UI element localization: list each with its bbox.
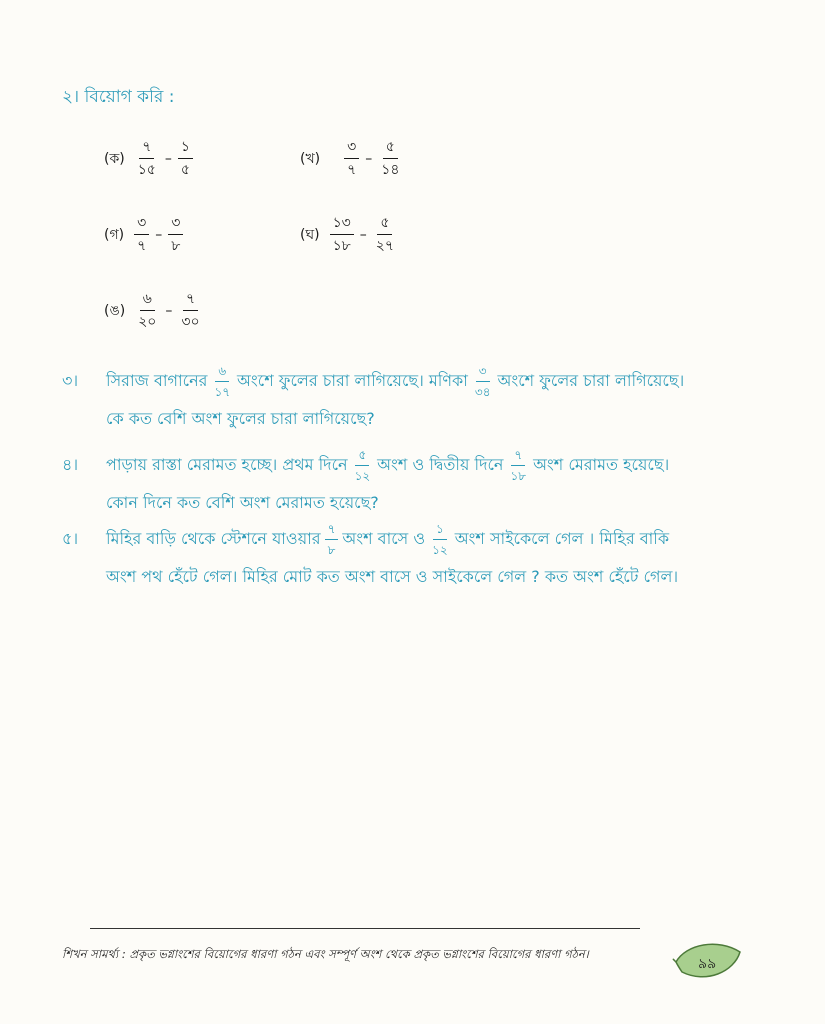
question-3 (62, 362, 762, 438)
problem-ka (104, 140, 193, 177)
fraction: $\frac{৬}{২০}$ (138, 291, 157, 330)
problem-label: (খ) (300, 150, 321, 167)
problem-gha (300, 216, 397, 253)
question-text: পাড়ায় রাস্তা মেরামত হচ্ছে। প্রথম দিনে (106, 455, 348, 474)
fraction: $\frac{৫}{২৭}$ (375, 215, 394, 254)
fraction: $\frac{৫}{১৪}$ (381, 139, 400, 178)
fraction: $\frac{৩}{৩৪}$ (474, 363, 491, 399)
question-number: ৪। (62, 455, 79, 474)
problem-label: (ক) (104, 150, 125, 167)
fraction: $\frac{৭}{৩০}$ (181, 291, 200, 330)
question-text: অংশ বাসে ও (342, 529, 426, 548)
fraction: $\frac{৭}{৮}$ (325, 523, 339, 556)
page-number: ৯৯ (698, 956, 717, 972)
problem-label: (ঙ) (104, 302, 126, 319)
fraction: $\frac{১৩}{১৮}$ (330, 216, 354, 253)
question-2-heading: ২। বিয়োগ করি : (62, 87, 175, 107)
footer-divider (90, 928, 640, 929)
fraction: $\frac{৩}{৭}$ (134, 216, 149, 253)
learning-outcome: শিখন সামর্থ্য : প্রকৃত ভগ্নাংশের বিয়োগের ধারণা গঠন এবং সম্পূর্ণ অংশ থেকে প্রকৃত ভগ্নাংশের বিয়োগের ধারণা গঠন। (62, 947, 589, 961)
problem-nga (104, 292, 203, 329)
fraction: $\frac{৩}{৮}$ (168, 216, 183, 253)
question-text-line2: কোন দিনে কত বেশি অংশ মেরামত হয়েছে? (106, 493, 379, 512)
problem-kha (300, 140, 402, 177)
question-text-line2: কে কত বেশি অংশ ফুলের চারা লাগিয়েছে? (106, 409, 375, 428)
problem-ga (104, 216, 183, 253)
question-number: ৫। (62, 529, 79, 548)
question-number: ৩। (62, 371, 79, 390)
question-text: অংশ সাইকেলে গেল । মিহির বাকি (454, 529, 670, 548)
minus-sign: – (155, 226, 163, 243)
fraction: $\frac{৬}{১৭}$ (214, 363, 231, 399)
question-5 (62, 520, 762, 596)
question-text-line2: অংশ পথ হেঁটে গেল। মিহির মোট কত অংশ বাসে ও সাইকেলে গেল ? কত অংশ হেঁটে গেল। (106, 567, 679, 586)
fraction: $\frac{১}{১২}$ (432, 521, 448, 557)
minus-sign: – (365, 150, 373, 167)
fraction: $\frac{১}{৫}$ (178, 140, 193, 177)
question-text: অংশে ফুলের চারা লাগিয়েছে। মণিকা (237, 371, 468, 390)
problem-label: (ঘ) (300, 226, 320, 243)
question-4 (62, 446, 762, 522)
fraction: $\frac{৭}{১৫}$ (137, 139, 156, 178)
minus-sign: – (165, 302, 173, 319)
question-text: সিরাজ বাগানের (106, 371, 208, 390)
question-text: অংশে ফুলের চারা লাগিয়েছে। (497, 371, 685, 390)
problem-label: (গ) (104, 226, 125, 243)
fraction: $\frac{৩}{৭}$ (344, 140, 359, 177)
question-text: অংশ ও দ্বিতীয় দিনে (377, 455, 504, 474)
minus-sign: – (164, 150, 172, 167)
fraction: $\frac{৫}{১২}$ (354, 447, 371, 483)
question-text: অংশ মেরামত হয়েছে। (533, 455, 670, 474)
fraction: $\frac{৭}{১৮}$ (510, 447, 527, 483)
question-text: মিহির বাড়ি থেকে স্টেশনে যাওয়ার (106, 529, 321, 548)
minus-sign: – (359, 226, 367, 243)
